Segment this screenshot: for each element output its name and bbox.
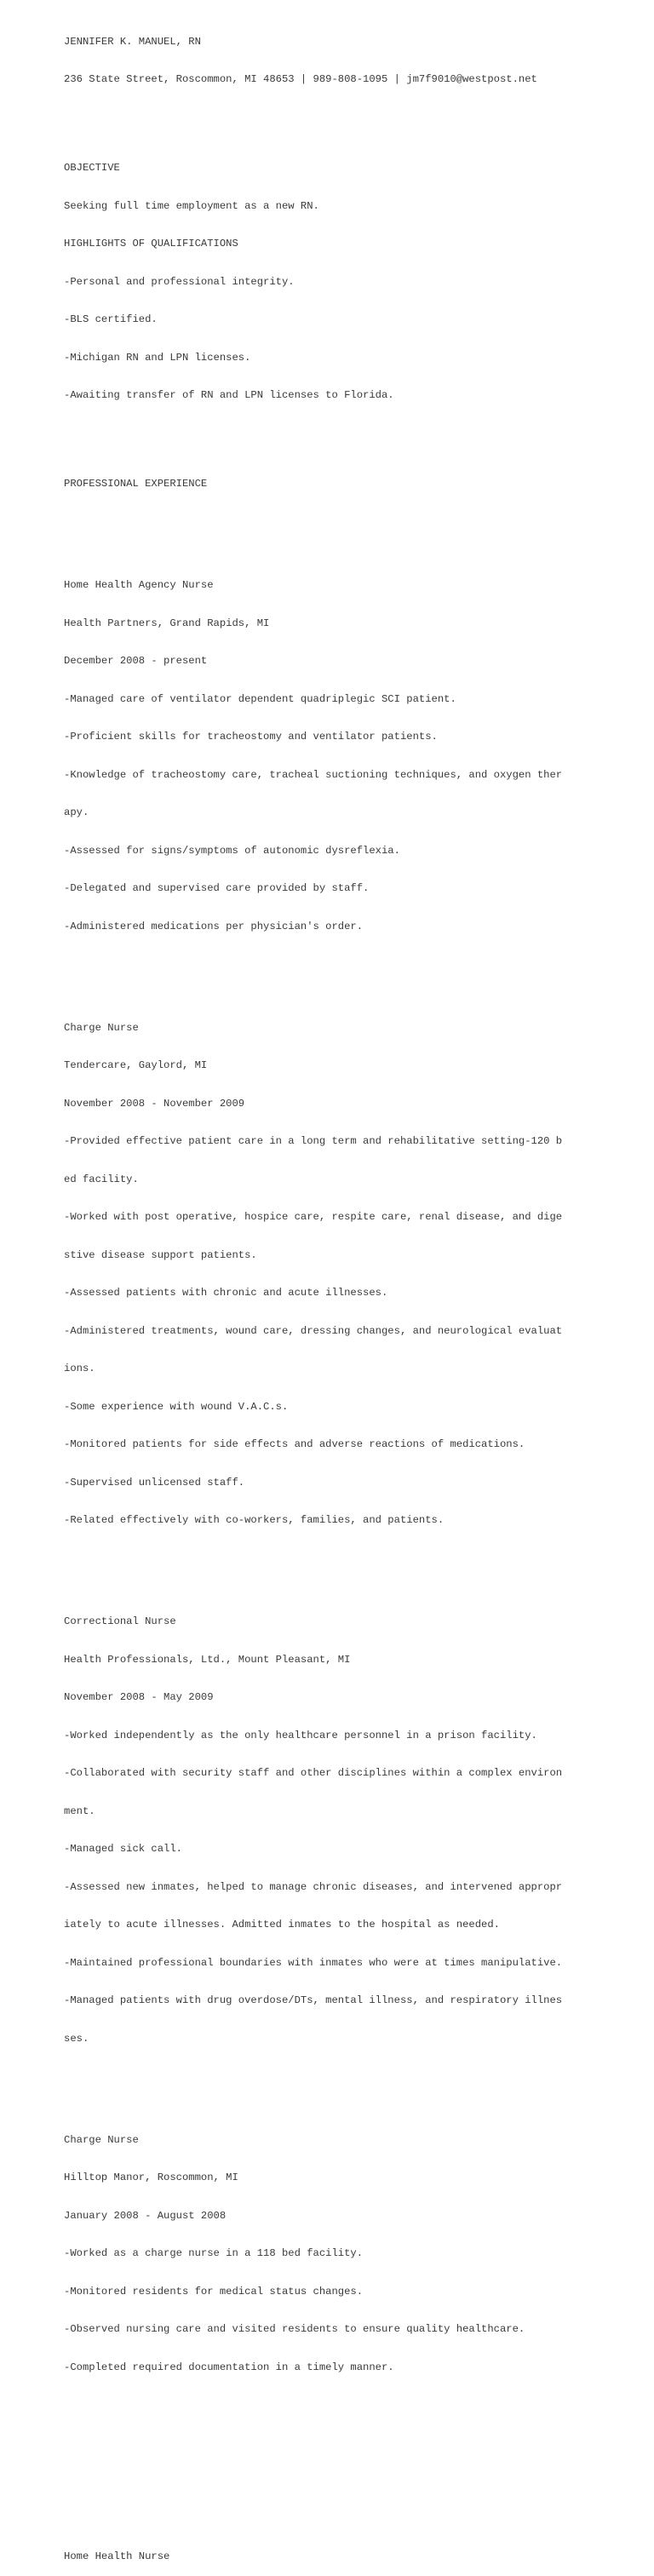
job-title: Correctional Nurse	[64, 1615, 176, 1628]
job-duty-line: -Knowledge of tracheostomy care, tracheal suctioning techniques, and oxygen ther	[64, 768, 563, 781]
job-duty-line: -Related effectively with co-workers, families, and patients.	[64, 1514, 445, 1527]
job-duty-line: -Delegated and supervised care provided by staff.	[64, 882, 370, 895]
job-dates: November 2008 - May 2009	[64, 1691, 214, 1704]
applicant-name: JENNIFER K. MANUEL, RN	[64, 35, 201, 48]
spacer	[64, 1552, 643, 1565]
qualification-item: -BLS certified.	[64, 313, 158, 326]
page-gap	[64, 2412, 643, 2512]
job-duty-line: -Provided effective patient care in a long term and rehabilitative setting-120 b	[64, 1135, 563, 1148]
job-duty-line: iately to acute illnesses. Admitted inmates to the hospital as needed.	[64, 1919, 500, 1931]
job-duty-line: -Assessed new inmates, helped to manage chronic diseases, and intervened appropr	[64, 1880, 563, 1893]
job-duty-line: -Assessed patients with chronic and acute illnesses.	[64, 1287, 388, 1299]
job-duty-line: -Maintained professional boundaries with inmates who were at times manipulative.	[64, 1956, 563, 1969]
spacer	[64, 516, 643, 529]
job-title: Charge Nurse	[64, 2133, 139, 2146]
qualification-item: -Awaiting transfer of RN and LPN licenses to Florida.	[64, 389, 394, 402]
contact-info: 236 State Street, Roscommon, MI 48653 | 989-808-1095 | jm7f9010@westpost.net	[64, 73, 537, 86]
job-duty-line: -Supervised unlicensed staff.	[64, 1476, 245, 1489]
job-duty-line: -Managed sick call.	[64, 1843, 182, 1856]
objective-heading: OBJECTIVE	[64, 162, 120, 175]
job-employer: Tendercare, Gaylord, MI	[64, 1059, 208, 1072]
job-employer: Hilltop Manor, Roscommon, MI	[64, 2172, 238, 2184]
job-title: Charge Nurse	[64, 1021, 139, 1034]
job-duty-line: -Completed required documentation in a timely manner.	[64, 2361, 394, 2373]
job-duty-line: -Administered treatments, wound care, dressing changes, and neurological evaluat	[64, 1324, 563, 1337]
qualifications-heading: HIGHLIGHTS OF QUALIFICATIONS	[64, 238, 238, 250]
job-duty-line: -Some experience with wound V.A.C.s.	[64, 1400, 289, 1413]
objective-text: Seeking full time employment as a new RN.	[64, 199, 319, 212]
job-title: Home Health Agency Nurse	[64, 578, 214, 591]
job-duty-line: -Proficient skills for tracheostomy and ventilator patients.	[64, 731, 438, 743]
job-dates: December 2008 - present	[64, 655, 208, 668]
job-duty-line: -Managed care of ventilator dependent quadriplegic SCI patient.	[64, 692, 456, 705]
spacer	[64, 427, 643, 440]
job-title: Home Health Nurse	[64, 2550, 170, 2562]
spacer	[64, 958, 643, 971]
job-duty-line: -Managed patients with drug overdose/DTs, mental illness, and respiratory illnes	[64, 1994, 563, 2007]
job-duty-line: ed facility.	[64, 1173, 139, 1185]
job-duty-line: -Assessed for signs/symptoms of autonomic dysreflexia.	[64, 844, 400, 857]
job-employer: Health Professionals, Ltd., Mount Pleasant, MI	[64, 1653, 351, 1666]
job-duty-line: stive disease support patients.	[64, 1248, 257, 1261]
qualification-item: -Michigan RN and LPN licenses.	[64, 351, 251, 364]
spacer	[64, 112, 643, 124]
job-duty-line: ment.	[64, 1804, 95, 1817]
spacer	[64, 2071, 643, 2084]
job-duty-line: -Observed nursing care and visited residents to ensure quality healthcare.	[64, 2323, 525, 2336]
job-duty-line: apy.	[64, 806, 89, 819]
job-duty-line: -Worked with post operative, hospice care, respite care, renal disease, and dige	[64, 1211, 563, 1224]
job-duty-line: -Monitored patients for side effects and adverse reactions of medications.	[64, 1438, 525, 1451]
job-duty-line: -Administered medications per physician's order.	[64, 920, 364, 932]
job-duty-line: ses.	[64, 2033, 89, 2045]
job-duty-line: -Worked independently as the only healthcare personnel in a prison facility.	[64, 1729, 537, 1741]
job-employer: Health Partners, Grand Rapids, MI	[64, 617, 270, 629]
job-duty-line: ions.	[64, 1363, 95, 1375]
experience-heading: PROFESSIONAL EXPERIENCE	[64, 478, 208, 491]
job-dates: January 2008 - August 2008	[64, 2209, 227, 2222]
job-dates: November 2008 - November 2009	[64, 1097, 245, 1110]
job-duty-line: -Monitored residents for medical status changes.	[64, 2285, 364, 2298]
job-duty-line: -Worked as a charge nurse in a 118 bed facility.	[64, 2247, 364, 2260]
qualification-item: -Personal and professional integrity.	[64, 275, 295, 288]
resume-document	[64, 10, 643, 2576]
job-duty-line: -Collaborated with security staff and other disciplines within a complex environ	[64, 1767, 563, 1780]
